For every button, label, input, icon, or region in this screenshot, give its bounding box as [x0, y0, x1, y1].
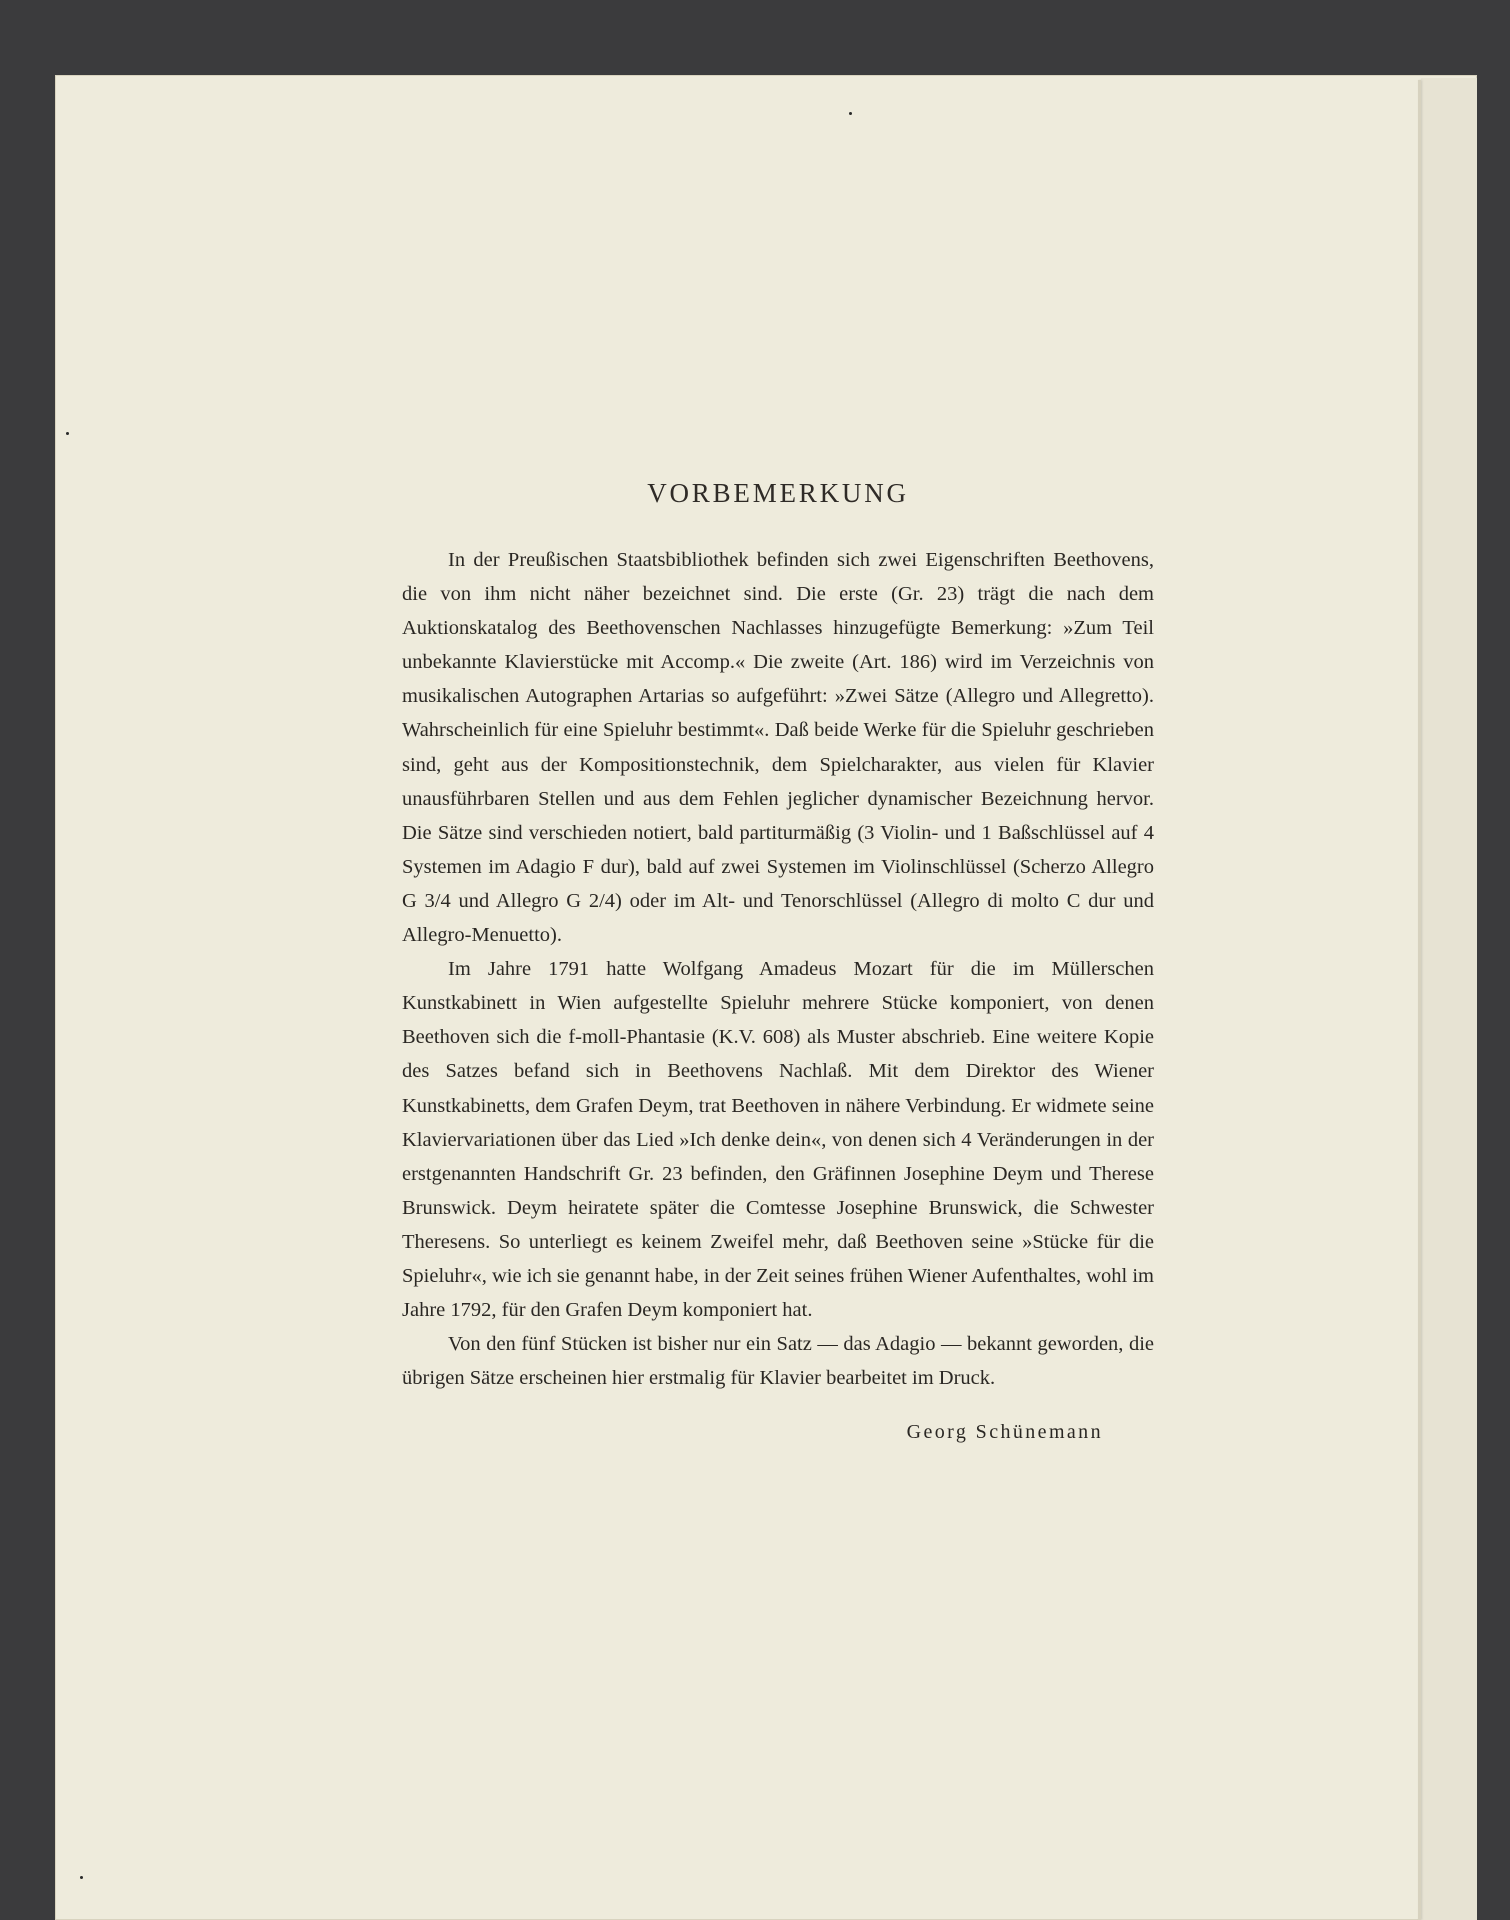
facing-page-edge [1421, 78, 1477, 1920]
paragraph-3: Von den fünf Stücken ist bisher nur ein Satz — das Adagio — bekannt geworden, die übrigen Sätze erscheinen hier erstmalig für Klavier bearbeitet im Druck. [402, 1333, 1154, 1390]
author-signature: Georg Schünemann [906, 1421, 1103, 1444]
paper-speck [66, 432, 69, 435]
page-fold [1418, 80, 1421, 1920]
page-title: VORBEMERKUNG [647, 478, 909, 508]
paragraph-1: In der Preußischen Staatsbibliothek befinden sich zwei Eigenschriften Beethovens, die von ihm nicht näher bezeichnet sind. Die erste (Gr. 23) trägt die nach dem Auktionskatalog des Beethovenschen Nachlasses hinzugefügte Bemerkung: »Zum Teil unbekannte Klavierstücke mit Accomp.« Die zweite (Art. 186) wird im Verzeichnis von musikalischen Autographen Artarias so aufgeführt: »Zwei Sätze (Allegro und Allegretto). Wahrscheinlich für eine Spieluhr bestimmt«. Daß beide Werke für die Spieluhr geschrieben sind, geht aus der Kompositionstechnik, dem Spielcharakter, aus vielen für Klavier unausführbaren Stellen und aus dem Fehlen jeglicher dynamischer Bezeichnung hervor. Die Sätze sind verschieden notiert, bald partiturmäßig (3 Violin- und 1 Baßschlüssel auf 4 Systemen im Adagio F dur), bald auf zwei Systemen im Violinschlüssel (Scherzo Allegro G 3/4 und Allegro G 2/4) oder im Alt- und Tenorschlüssel (Allegro di molto C dur und Allegro-Menuetto). [402, 549, 1154, 947]
paper-speck [849, 112, 852, 115]
paper-speck [80, 1876, 83, 1879]
paragraph-2: Im Jahre 1791 hatte Wolfgang Amadeus Mozart für die im Müllerschen Kunstkabinett in Wien aufgestellte Spieluhr mehrere Stücke komponiert, von denen Beethoven sich die f-moll-Phantasie (K.V. 608) als Muster abschrieb. Eine weitere Kopie des Satzes befand sich in Beethovens Nachlaß. Mit dem Direktor des Wiener Kunstkabinetts, dem Grafen Deym, trat Beethoven in nähere Verbindung. Er widmete seine Klaviervariationen über das Lied »Ich denke dein«, von denen sich 4 Veränderungen in der erstgenannten Handschrift Gr. 23 befinden, den Gräfinnen Josephine Deym und Therese Brunswick. Deym heiratete später die Comtesse Josephine Brunswick, die Schwester Theresens. So unterliegt es keinem Zweifel mehr, daß Beethoven seine »Stücke für die Spieluhr«, wie ich sie genannt habe, in der Zeit seines frühen Wiener Aufenthaltes, wohl im Jahre 1792, für den Grafen Deym komponiert hat. [402, 958, 1154, 1322]
preface-text [402, 478, 1154, 1444]
